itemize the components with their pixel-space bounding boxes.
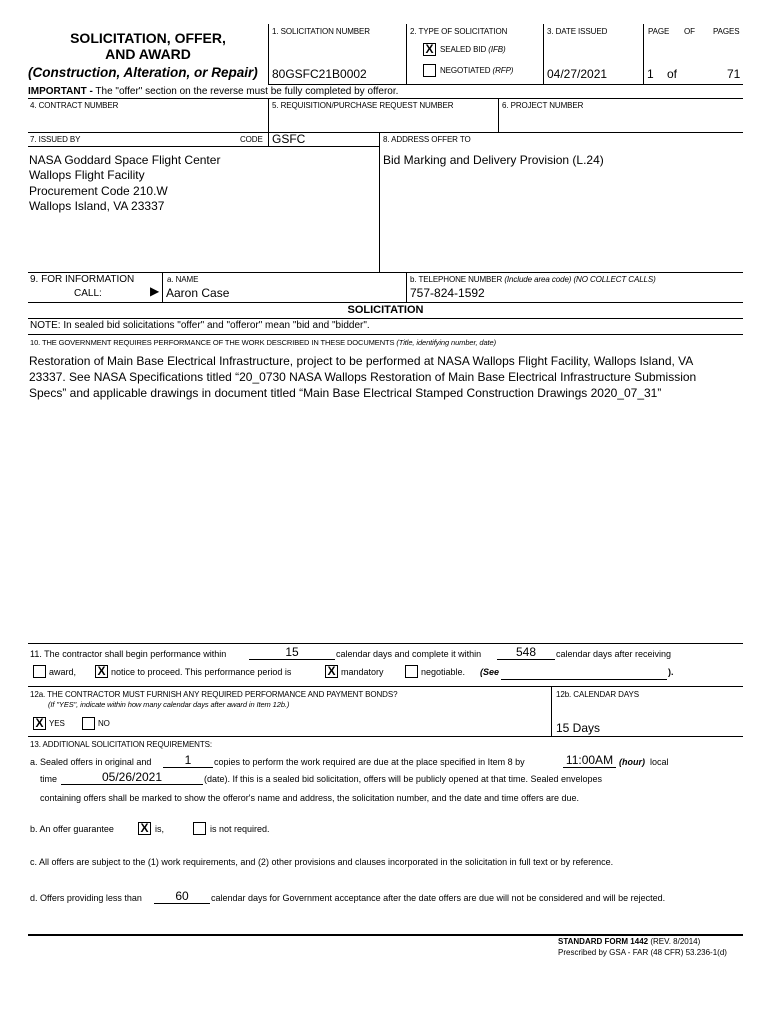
- issuer-code: GSFC: [272, 132, 306, 146]
- guarantee-not-label: is not required.: [210, 824, 270, 834]
- work-description-line3: Specs” and applicable drawings in document titled “Main Base Electrical Stamped Construction Drawings 2020_07_31”: [29, 386, 662, 400]
- bonds-no-label: NO: [98, 719, 110, 728]
- contract-number-label: 4. CONTRACT NUMBER: [30, 101, 119, 110]
- sol-number: 80GSFC21B0002: [272, 67, 367, 81]
- form-subtitle: (Construction, Alteration, or Repair): [28, 65, 258, 80]
- issuer-line3: Procurement Code 210.W: [29, 183, 168, 198]
- due-date: 05/26/2021: [61, 771, 203, 785]
- item11-text-b: calendar days and complete it within: [336, 649, 482, 659]
- date-issued: 04/27/2021: [547, 67, 608, 81]
- work-description-line1: Restoration of Main Base Electrical Infrastructure, project to be performed at NASA Wallops Flight Facility, Wallops Island, VA: [29, 354, 694, 368]
- see-label: (See: [480, 667, 500, 677]
- date-issued-label: 3. DATE ISSUED: [547, 27, 608, 36]
- issuer-line1: NASA Goddard Space Flight Center: [29, 153, 221, 167]
- item13a-text2: copies to perform the work required are due at the place specified in Item 8 by: [214, 757, 525, 767]
- sol-number-label: 1. SOLICITATION NUMBER: [272, 27, 370, 36]
- item13d-text2: calendar days for Government acceptance after the date offers are due will not be considered and will be rejected.: [211, 893, 666, 903]
- item13b-text: b. An offer guarantee: [30, 824, 114, 834]
- issuer-line4: Wallops Island, VA 23337: [29, 198, 165, 213]
- form-title: [28, 30, 268, 62]
- issuer-line2: Wallops Flight Facility: [29, 168, 145, 183]
- item12a-sub: (If "YES", indicate within how many calendar days after award in Item 12b.): [48, 700, 290, 709]
- info-label-line2: CALL:: [74, 288, 102, 299]
- negotiated-checkbox[interactable]: [423, 64, 436, 77]
- project-number-label: 6. PROJECT NUMBER: [502, 101, 584, 110]
- phone-label: b. TELEPHONE NUMBER (Include area code) (NO COLLECT CALLS): [410, 275, 656, 284]
- days-complete: 548: [497, 646, 555, 660]
- see-end: ).: [668, 667, 674, 677]
- pages-label: PAGES: [713, 27, 740, 36]
- solicitation-heading: SOLICITATION: [347, 304, 424, 316]
- page-number: 1: [647, 67, 654, 81]
- sol-type-label: 2. TYPE OF SOLICITATION: [410, 27, 508, 36]
- item11-text-c: calendar days after receiving: [556, 649, 672, 659]
- code-label: CODE: [240, 135, 263, 144]
- form-title-line2: AND AWARD: [105, 46, 191, 62]
- negotiated-label: NEGOTIATED (RFP): [440, 66, 514, 75]
- ntp-checkbox[interactable]: X: [95, 665, 108, 678]
- page-of: of: [667, 67, 678, 81]
- prescribed-by: Prescribed by GSA - FAR (48 CFR) 53.236-1(d): [558, 948, 727, 957]
- form-title-line1: SOLICITATION, OFFER,: [70, 30, 226, 46]
- work-description: [29, 353, 696, 401]
- guarantee-not-checkbox[interactable]: [193, 822, 206, 835]
- ntp-label: notice to proceed. This performance period is: [111, 667, 292, 677]
- contact-name: Aaron Case: [166, 286, 230, 300]
- bonds-yes-label: YES: [49, 719, 65, 728]
- item13a-text3: (date). If this is a sealed bid solicitation, offers will be publicly opened at that time. Sealed envelopes: [204, 774, 603, 784]
- requisition-label: 5. REQUISITION/PURCHASE REQUEST NUMBER: [272, 101, 454, 110]
- negotiable-label: negotiable.: [421, 667, 466, 677]
- item13-label: 13. ADDITIONAL SOLICITATION REQUIREMENTS:: [30, 740, 213, 749]
- bonds-yes-checkbox[interactable]: X: [33, 717, 46, 730]
- due-hour: 11:00AM: [563, 754, 616, 768]
- mandatory-label: mandatory: [341, 667, 384, 677]
- acceptance-days: 60: [154, 890, 210, 904]
- item12b-label: 12b. CALENDAR DAYS: [556, 690, 639, 699]
- hour-label: (hour): [619, 757, 645, 767]
- award-checkbox[interactable]: [33, 665, 46, 678]
- negotiable-checkbox[interactable]: [405, 665, 418, 678]
- solicitation-note: NOTE: In sealed bid solicitations "offer" and "offeror" mean "bid and "bidder".: [30, 320, 370, 331]
- mandatory-checkbox[interactable]: X: [325, 665, 338, 678]
- item10-label: 10. THE GOVERNMENT REQUIRES PERFORMANCE OF THE WORK DESCRIBED IN THESE DOCUMENTS (Title, identifying number, date): [30, 338, 497, 347]
- page-label: PAGE: [648, 27, 670, 36]
- guarantee-is-label: is,: [155, 824, 164, 834]
- item13c-text: c. All offers are subject to the (1) work requirements, and (2) other provisions and clauses incorporated in the solicitation in full text or by reference.: [30, 857, 614, 867]
- address-offer-to: Bid Marking and Delivery Provision (L.24): [383, 153, 604, 167]
- address-offer-label: 8. ADDRESS OFFER TO: [383, 135, 471, 144]
- contact-phone: 757-824-1592: [410, 286, 485, 300]
- info-label-line1: 9. FOR INFORMATION: [30, 274, 135, 285]
- issuer-address: [29, 153, 220, 214]
- calendar-days: 15 Days: [556, 721, 601, 735]
- award-label: award,: [49, 667, 77, 677]
- name-label: a. NAME: [167, 275, 199, 284]
- days-begin: 15: [249, 646, 335, 660]
- item11-text-a: 11. The contractor shall begin performance within: [30, 649, 227, 659]
- time-label: time: [40, 774, 58, 784]
- item13a-text4: containing offers shall be marked to show the offeror's name and address, the solicitation number, and the date and time offers are due.: [40, 793, 580, 803]
- form-identifier: STANDARD FORM 1442 (REV. 8/2014): [558, 937, 701, 946]
- guarantee-is-checkbox[interactable]: X: [138, 822, 151, 835]
- bonds-no-checkbox[interactable]: [82, 717, 95, 730]
- sealed-bid-checkbox[interactable]: X: [423, 43, 436, 56]
- arrow-icon: ▶: [150, 284, 160, 298]
- item13d-text1: d. Offers providing less than: [30, 893, 142, 903]
- total-pages: 71: [727, 67, 741, 81]
- copies: 1: [163, 754, 213, 768]
- item13a-text1: a. Sealed offers in original and: [30, 757, 152, 767]
- work-description-line2: 23337. See NASA Specifications titled “20_0730 NASA Wallops Restoration of Main Base Electrical Infrastructure Submission: [29, 370, 697, 384]
- of-label: OF: [684, 27, 695, 36]
- item12a-label: 12a. THE CONTRACTOR MUST FURNISH ANY REQUIRED PERFORMANCE AND PAYMENT BONDS?: [30, 690, 398, 699]
- issued-by-label: 7. ISSUED BY: [30, 135, 81, 144]
- sealed-bid-label: SEALED BID (IFB): [440, 45, 506, 54]
- local-label: local: [650, 757, 669, 767]
- important-note: IMPORTANT - The "offer" section on the reverse must be fully completed by offeror.: [28, 86, 399, 97]
